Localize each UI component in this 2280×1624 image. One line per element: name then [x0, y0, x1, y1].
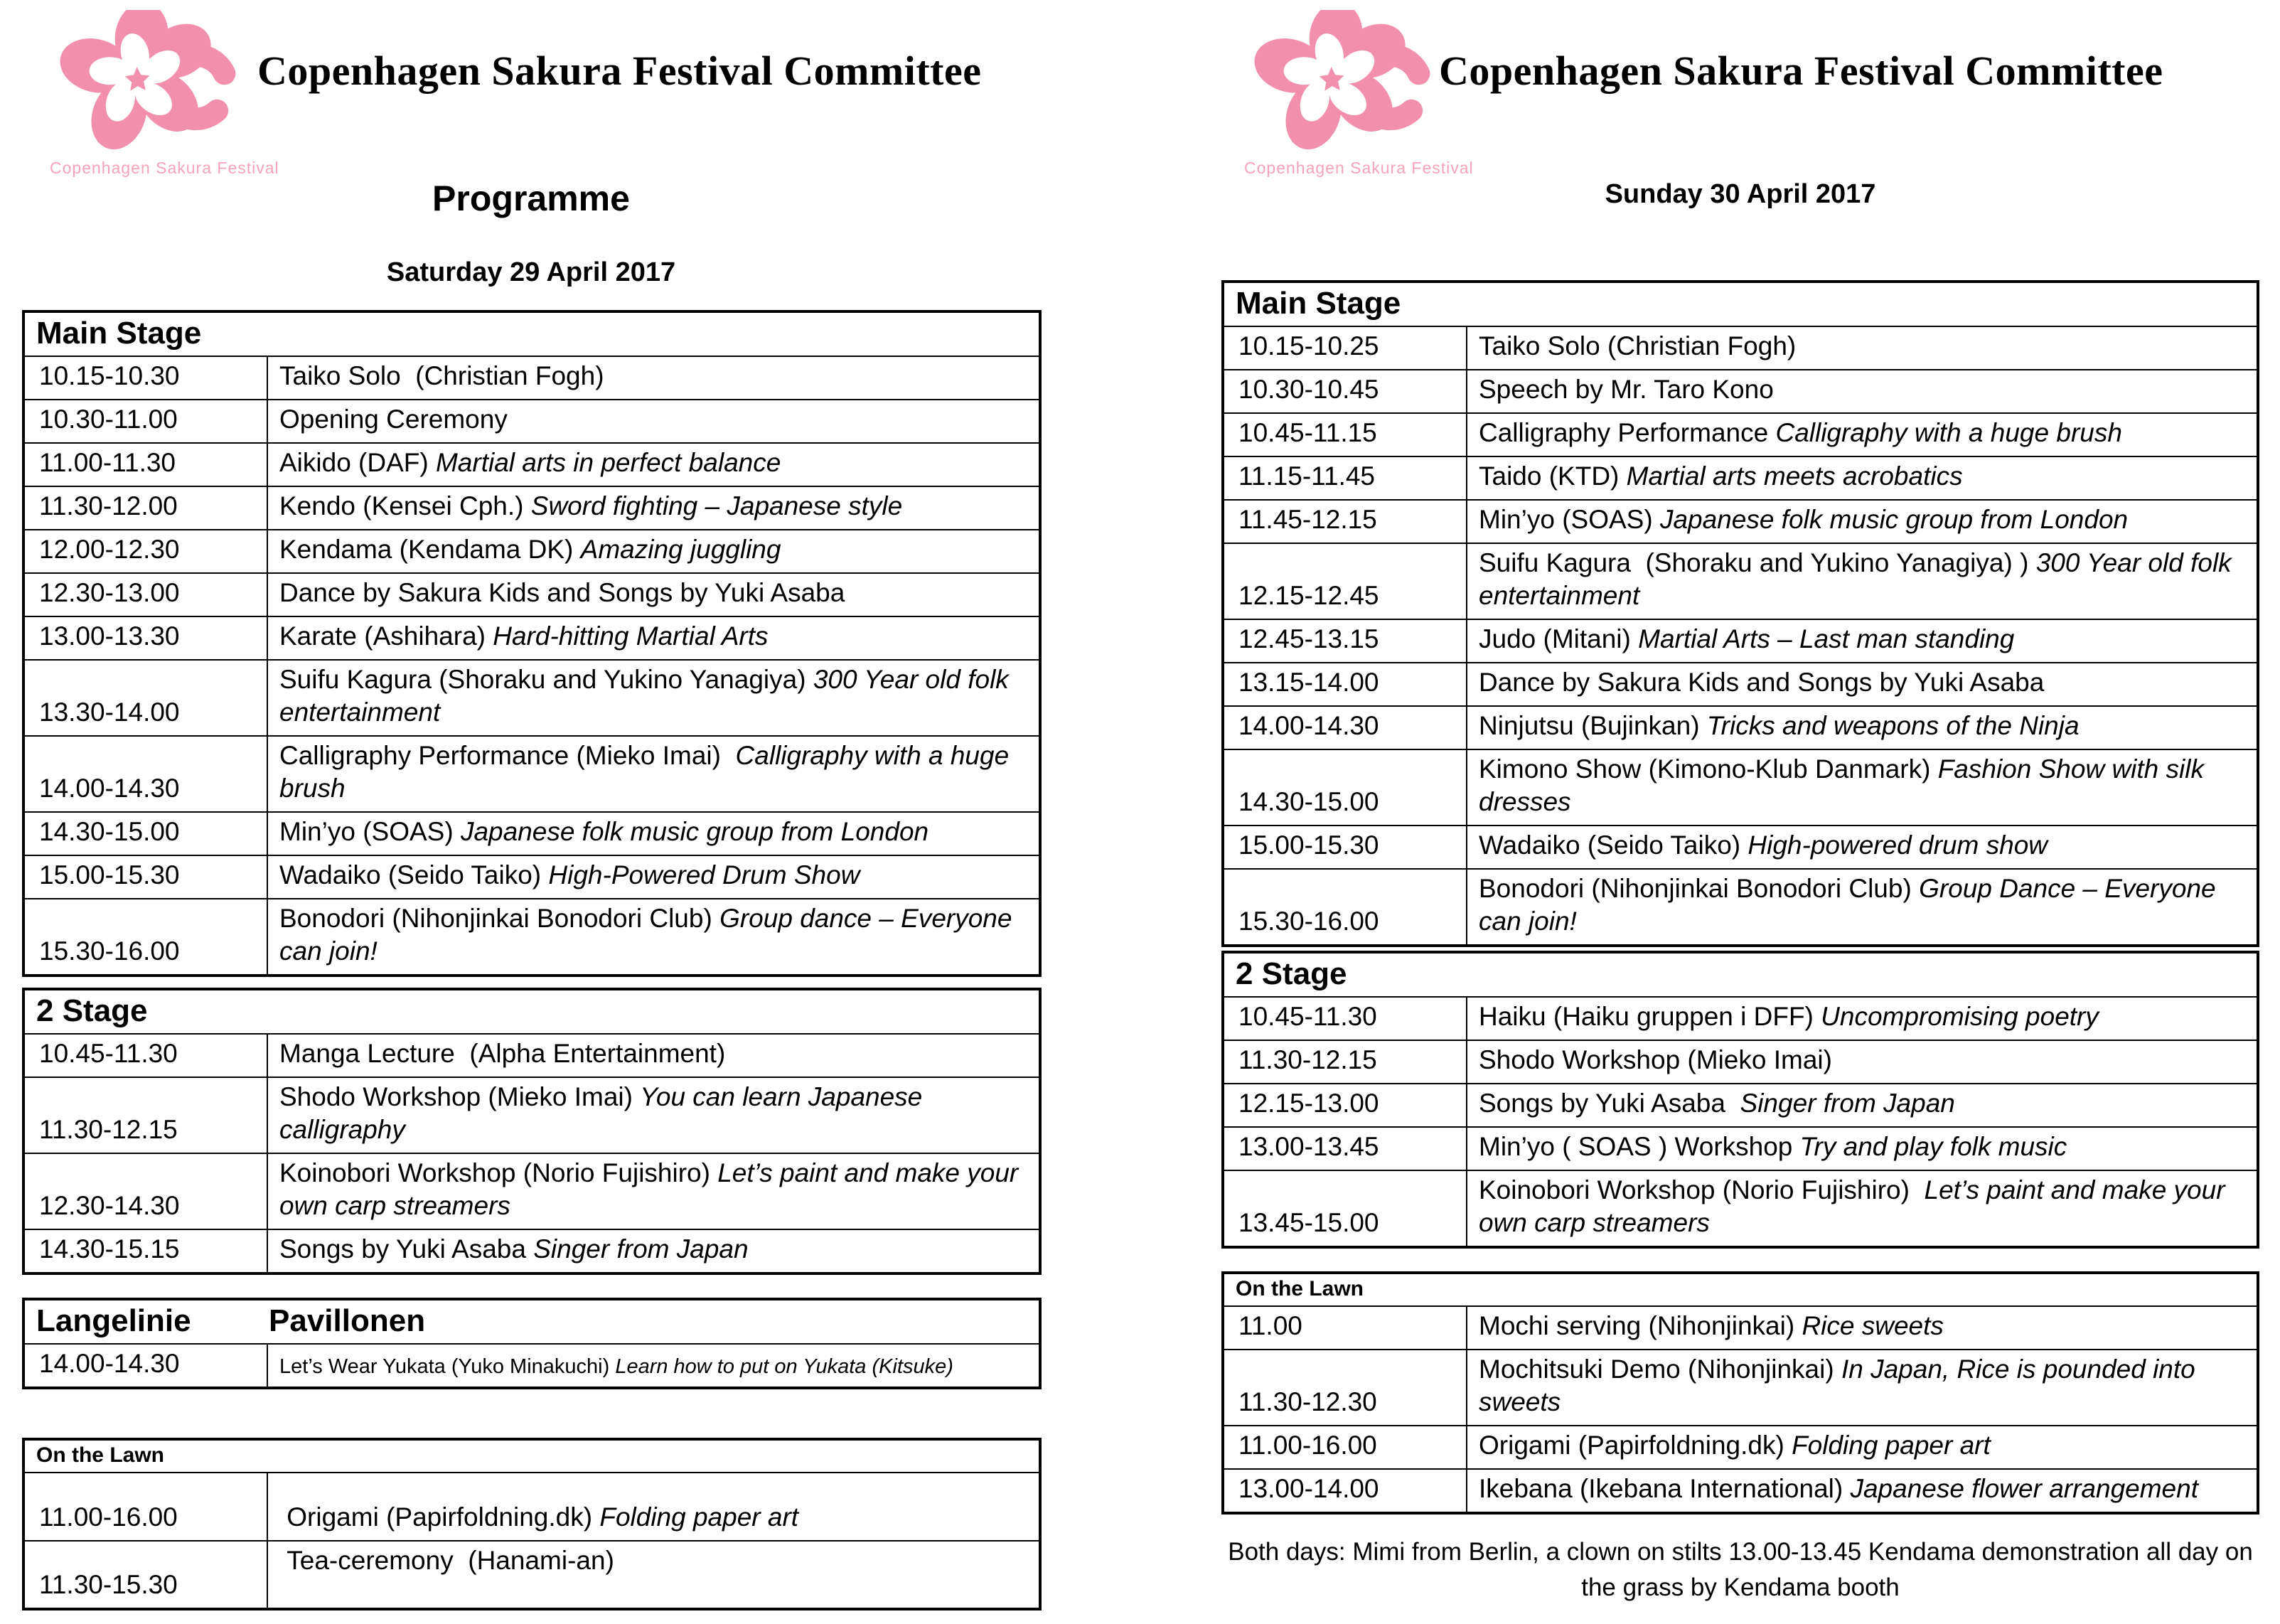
event-text: Origami (Papirfoldning.dk) [1479, 1431, 1792, 1460]
event-text: Bonodori (Nihonjinkai Bonodori Club) [279, 904, 720, 933]
event-text: Tea-ceremony (Hanami-an) [279, 1546, 614, 1575]
table-row [23, 660, 1040, 736]
event-cell [1467, 826, 2258, 869]
table-header-cell [23, 1439, 1040, 1473]
time-cell: 11.45-12.15 [1223, 500, 1467, 543]
time-cell: 15.00-15.30 [23, 855, 267, 899]
event-description: Tricks and weapons of the Ninja [1706, 711, 2080, 740]
event-description: Calligraphy with a huge brush [279, 741, 1017, 803]
event-description: Group dance – Everyone can join! [279, 904, 1019, 966]
time-cell: 13.00-13.45 [1223, 1127, 1467, 1170]
event-text: Calligraphy Performance [1479, 418, 1776, 447]
time-cell: 11.30-12.15 [1223, 1040, 1467, 1084]
event-description: High-Powered Drum Show [548, 860, 860, 890]
event-text: Judo (Mitani) [1479, 624, 1639, 653]
event-cell [267, 573, 1040, 616]
table-title: 2 Stage [36, 993, 148, 1028]
committee-title-right: Copenhagen Sakura Festival Committee [1439, 48, 2163, 94]
schedule-table [22, 988, 1042, 1275]
event-cell [267, 812, 1040, 855]
schedule-table [22, 1298, 1042, 1389]
event-text: Kendama (Kendama DK) [279, 535, 581, 564]
table-row [1223, 456, 2258, 500]
table-title: Main Stage [1236, 286, 1401, 321]
event-cell [267, 736, 1040, 812]
event-cell [267, 530, 1040, 573]
time-cell: 11.00-11.30 [23, 443, 267, 486]
time-cell: 15.30-16.00 [1223, 869, 1467, 946]
sakura-flower-icon [57, 10, 249, 156]
event-cell [267, 855, 1040, 899]
programme-title: Programme [432, 178, 630, 218]
time-cell: 11.00 [1223, 1306, 1467, 1350]
time-cell: 14.00-14.30 [23, 736, 267, 812]
event-description: Martial arts in perfect balance [435, 448, 781, 477]
event-cell [267, 1541, 1040, 1609]
table-title-secondary: Pavillonen [269, 1303, 426, 1338]
time-cell: 10.15-10.25 [1223, 326, 1467, 370]
table-header-row [1223, 1273, 2258, 1306]
committee-title-left: Copenhagen Sakura Festival Committee [257, 48, 982, 94]
event-text: Shodo Workshop (Mieko Imai) [279, 1082, 641, 1111]
table-row [23, 736, 1040, 812]
table-row [23, 400, 1040, 443]
table-header-row [23, 311, 1040, 356]
event-cell [267, 616, 1040, 660]
table-row [1223, 500, 2258, 543]
table-title: On the Lawn [36, 1443, 164, 1467]
table-row [23, 1541, 1040, 1609]
time-cell: 10.45-11.30 [23, 1034, 267, 1077]
event-text: Wadaiko (Seido Taiko) [1479, 830, 1748, 860]
table-row [1223, 619, 2258, 663]
event-description: Rice sweets [1802, 1311, 1944, 1340]
event-cell [1467, 326, 2258, 370]
table-title: On the Lawn [1236, 1277, 1364, 1300]
time-cell: 11.00-16.00 [23, 1473, 267, 1541]
event-text: Min’yo (SOAS) [279, 817, 461, 846]
event-cell [1467, 997, 2258, 1040]
table-header-row [1223, 952, 2258, 997]
event-text: Bonodori (Nihonjinkai Bonodori Club) [1479, 874, 1920, 903]
event-text: Kimono Show (Kimono-Klub Danmark) [1479, 754, 1938, 784]
time-cell: 14.00-14.30 [23, 1344, 267, 1388]
event-description: Martial arts meets acrobatics [1626, 461, 1963, 491]
table-row [1223, 1040, 2258, 1084]
table-row [1223, 1426, 2258, 1469]
event-cell [1467, 1306, 2258, 1350]
event-text: Dance by Sakura Kids and Songs by Yuki Asaba [279, 578, 845, 607]
event-description: Hard-hitting Martial Arts [493, 621, 769, 651]
event-cell [1467, 1084, 2258, 1127]
event-cell [267, 1473, 1040, 1541]
time-cell: 10.15-10.30 [23, 356, 267, 400]
table-header-cell [23, 989, 1040, 1034]
event-text: Koinobori Workshop (Norio Fujishiro) [1479, 1175, 1925, 1204]
event-cell [1467, 543, 2258, 619]
time-cell: 10.30-10.45 [1223, 370, 1467, 413]
event-cell [1467, 1469, 2258, 1513]
event-description: Calligraphy with a huge brush [1775, 418, 2122, 447]
table-row [1223, 706, 2258, 749]
time-cell: 12.00-12.30 [23, 530, 267, 573]
table-row [23, 812, 1040, 855]
date-heading-sunday: Sunday 30 April 2017 [1605, 179, 1876, 209]
time-cell: 11.30-12.15 [23, 1077, 267, 1153]
event-cell [267, 400, 1040, 443]
table-row [1223, 1350, 2258, 1426]
event-cell [1467, 869, 2258, 946]
festival-logo-right [1244, 10, 1474, 178]
time-cell: 11.00-16.00 [1223, 1426, 1467, 1469]
event-description: In Japan, Rice is pounded into sweets [1479, 1355, 2203, 1416]
event-cell [1467, 1350, 2258, 1426]
event-text: Suifu Kagura (Shoraku and Yukino Yanagiya) ) [1479, 548, 2036, 577]
event-text: Taiko Solo (Christian Fogh) [1479, 331, 1797, 360]
table-row [23, 1077, 1040, 1153]
event-text: Manga Lecture (Alpha Entertainment) [279, 1039, 726, 1068]
time-cell: 13.00-14.00 [1223, 1469, 1467, 1513]
event-text: Wadaiko (Seido Taiko) [279, 860, 549, 890]
table-row [1223, 326, 2258, 370]
table-row [1223, 1084, 2258, 1127]
table-row [23, 855, 1040, 899]
table-header-row [23, 1299, 1040, 1344]
event-cell [1467, 1127, 2258, 1170]
event-cell [1467, 1040, 2258, 1084]
event-description: Let’s paint and make your own carp streamers [279, 1158, 1026, 1220]
table-row [1223, 1170, 2258, 1247]
table-title: Langelinie [36, 1303, 191, 1338]
time-cell: 14.00-14.30 [1223, 706, 1467, 749]
event-description: Learn how to put on Yukata (Kitsuke) [615, 1355, 953, 1378]
table-row [1223, 749, 2258, 826]
schedule-table [1221, 280, 2259, 947]
event-text: Mochitsuki Demo (Nihonjinkai) [1479, 1355, 1841, 1384]
table-title: Main Stage [36, 316, 202, 351]
event-description: High-powered drum show [1748, 830, 2048, 860]
event-text: Min’yo ( SOAS ) Workshop [1479, 1132, 1800, 1161]
event-text: Songs by Yuki Asaba [1479, 1089, 1740, 1118]
footer-line: the grass by Kendama booth [1581, 1574, 1900, 1601]
table-row [23, 1229, 1040, 1273]
event-cell [267, 899, 1040, 976]
event-description: 300 Year old folk entertainment [1479, 548, 2239, 610]
table-row [1223, 1469, 2258, 1513]
event-text: Taido (KTD) [1479, 461, 1627, 491]
event-description: Let’s paint and make your own carp streamers [1479, 1175, 2232, 1237]
time-cell: 12.30-13.00 [23, 573, 267, 616]
event-cell [1467, 1426, 2258, 1469]
table-header-cell [23, 1299, 1040, 1344]
event-description: 300 Year old folk entertainment [279, 665, 1017, 727]
table-row [1223, 869, 2258, 946]
event-cell [1467, 1170, 2258, 1247]
event-text: Opening Ceremony [279, 405, 508, 434]
table-row [1223, 413, 2258, 456]
schedule-table [22, 310, 1042, 977]
event-description: Singer from Japan [533, 1234, 749, 1264]
event-description: Sword fighting – Japanese style [530, 491, 903, 520]
event-text: Min’yo (SOAS) [1479, 505, 1660, 534]
time-cell: 12.45-13.15 [1223, 619, 1467, 663]
event-description: You can learn Japanese calligraphy [279, 1082, 930, 1144]
event-text: Songs by Yuki Asaba [279, 1234, 534, 1264]
time-cell: 11.30-12.30 [1223, 1350, 1467, 1426]
event-cell [1467, 370, 2258, 413]
event-cell [1467, 413, 2258, 456]
event-cell [267, 1344, 1040, 1388]
table-row [1223, 1306, 2258, 1350]
table-row [23, 1034, 1040, 1077]
logo-caption: Copenhagen Sakura Festival [1244, 159, 1474, 177]
sakura-flower-icon [1251, 10, 1443, 156]
table-row [23, 573, 1040, 616]
table-row [1223, 826, 2258, 869]
event-description: Japanese flower arrangement [1850, 1474, 2198, 1503]
event-cell [267, 486, 1040, 530]
event-cell [267, 356, 1040, 400]
event-text: Mochi serving (Nihonjinkai) [1479, 1311, 1802, 1340]
table-row [23, 616, 1040, 660]
event-text: Haiku (Haiku gruppen i DFF) [1479, 1002, 1821, 1031]
table-row [1223, 1127, 2258, 1170]
both-days-footer [1221, 1534, 2259, 1606]
event-description: Group Dance – Everyone can join! [1479, 874, 2223, 936]
time-cell: 14.30-15.00 [23, 812, 267, 855]
event-text: Origami (Papirfoldning.dk) [279, 1502, 600, 1532]
event-text: Suifu Kagura (Shoraku and Yukino Yanagiya) [279, 665, 813, 694]
event-description: Amazing juggling [580, 535, 781, 564]
table-header-row [1223, 282, 2258, 326]
event-text: Dance by Sakura Kids and Songs by Yuki Asaba [1479, 668, 2045, 697]
schedule-table [22, 1438, 1042, 1610]
date-heading-saturday: Saturday 29 April 2017 [386, 257, 676, 287]
time-cell: 13.15-14.00 [1223, 663, 1467, 706]
logo-caption: Copenhagen Sakura Festival [50, 159, 279, 177]
table-header-cell [1223, 952, 2258, 997]
event-text: Ninjutsu (Bujinkan) [1479, 711, 1707, 740]
event-description: Japanese folk music group from London [460, 817, 929, 846]
table-row [23, 443, 1040, 486]
table-header-cell [1223, 1273, 2258, 1306]
event-description: Try and play folk music [1799, 1132, 2067, 1161]
time-cell: 11.15-11.45 [1223, 456, 1467, 500]
footer-line: Both days: Mimi from Berlin, a clown on stilts 13.00-13.45 Kendama demonstration all day on [1228, 1538, 2253, 1566]
event-description: Singer from Japan [1740, 1089, 1955, 1118]
event-description: Martial Arts – Last man standing [1638, 624, 2015, 653]
event-cell [267, 1153, 1040, 1229]
event-text: Calligraphy Performance (Mieko Imai) [279, 741, 736, 770]
table-title: 2 Stage [1236, 956, 1347, 991]
event-cell [267, 1229, 1040, 1273]
time-cell: 14.30-15.00 [1223, 749, 1467, 826]
event-description: Folding paper art [1792, 1431, 1991, 1460]
time-cell: 10.45-11.15 [1223, 413, 1467, 456]
table-row [23, 1473, 1040, 1541]
table-row [1223, 663, 2258, 706]
event-description: Uncompromising poetry [1821, 1002, 2099, 1031]
festival-logo-left [50, 10, 279, 178]
table-header-row [23, 989, 1040, 1034]
event-cell [1467, 749, 2258, 826]
time-cell: 10.30-11.00 [23, 400, 267, 443]
table-header-row [23, 1439, 1040, 1473]
event-cell [1467, 663, 2258, 706]
time-cell: 13.45-15.00 [1223, 1170, 1467, 1247]
event-cell [1467, 619, 2258, 663]
table-row [23, 1153, 1040, 1229]
time-cell: 15.30-16.00 [23, 899, 267, 976]
time-cell: 11.30-12.00 [23, 486, 267, 530]
time-cell: 12.15-13.00 [1223, 1084, 1467, 1127]
time-cell: 13.00-13.30 [23, 616, 267, 660]
time-cell: 15.00-15.30 [1223, 826, 1467, 869]
event-text: Speech by Mr. Taro Kono [1479, 375, 1774, 404]
event-cell [267, 1034, 1040, 1077]
time-cell: 12.15-12.45 [1223, 543, 1467, 619]
time-cell: 14.30-15.15 [23, 1229, 267, 1273]
table-row [23, 486, 1040, 530]
event-cell [1467, 500, 2258, 543]
table-row [23, 1344, 1040, 1388]
event-text: Taiko Solo (Christian Fogh) [279, 361, 604, 390]
time-cell: 10.45-11.30 [1223, 997, 1467, 1040]
event-text: Let’s Wear Yukata (Yuko Minakuchi) [279, 1355, 616, 1378]
table-row [1223, 997, 2258, 1040]
event-text: Koinobori Workshop (Norio Fujishiro) [279, 1158, 718, 1187]
event-cell [267, 443, 1040, 486]
event-cell [1467, 706, 2258, 749]
table-row [23, 530, 1040, 573]
event-description: Fashion Show with silk dresses [1479, 754, 2212, 816]
event-text: Aikido (DAF) [279, 448, 436, 477]
event-description: Japanese folk music group from London [1659, 505, 2129, 534]
time-cell: 12.30-14.30 [23, 1153, 267, 1229]
schedule-table [1221, 951, 2259, 1249]
table-row [1223, 543, 2258, 619]
event-text: Kendo (Kensei Cph.) [279, 491, 531, 520]
event-text: Shodo Workshop (Mieko Imai) [1479, 1045, 1832, 1074]
time-cell: 11.30-15.30 [23, 1541, 267, 1609]
event-cell [267, 1077, 1040, 1153]
event-description: Folding paper art [599, 1502, 799, 1532]
event-text: Ikebana (Ikebana International) [1479, 1474, 1851, 1503]
table-header-cell [1223, 282, 2258, 326]
event-cell [267, 660, 1040, 736]
event-text: Karate (Ashihara) [279, 621, 493, 651]
table-header-cell [23, 311, 1040, 356]
table-row [23, 899, 1040, 976]
schedule-table [1221, 1271, 2259, 1515]
event-cell [1467, 456, 2258, 500]
time-cell: 13.30-14.00 [23, 660, 267, 736]
table-row [1223, 370, 2258, 413]
table-row [23, 356, 1040, 400]
